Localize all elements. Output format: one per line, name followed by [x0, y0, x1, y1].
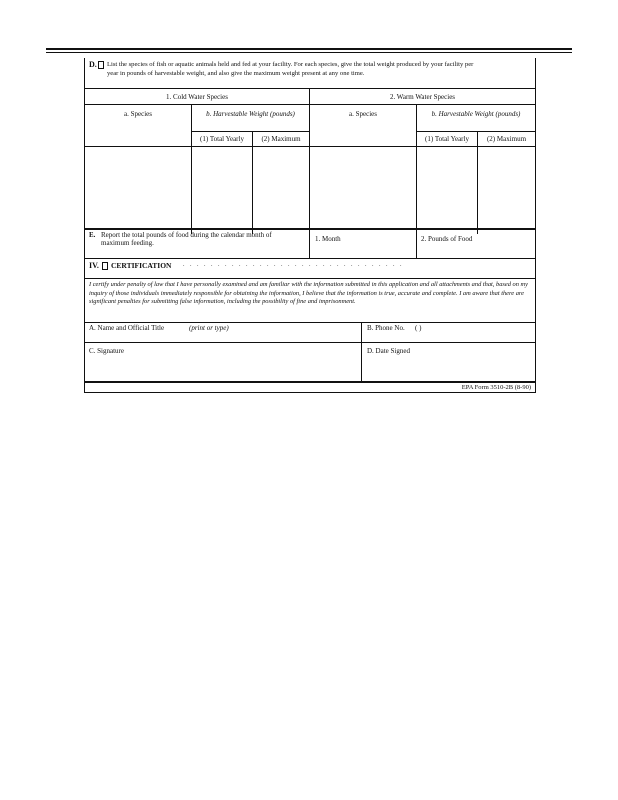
date-signed-input[interactable]	[362, 356, 535, 380]
section-iv-checkbox	[102, 262, 108, 270]
signature-label: C. Signature	[89, 347, 124, 355]
cold-water-heading: 1. Cold Water Species	[166, 93, 228, 101]
cold-species-entry[interactable]	[85, 147, 191, 228]
form-number: EPA Form 3510-2B (8-90)	[461, 384, 531, 391]
epa-form-3510-2b-page	[84, 58, 536, 393]
divider	[192, 131, 309, 132]
certification-statement: I certify under penalty of law that I have personally examined and am familiar with the information submitted in this application and all attachments and that, based on my inquiry of those individuals immediately responsible for obtaining the information, I believe that the information is true, accurate and complete. I am aware that there are significant penalties for submitting false information, including the possibility of fine and imprisonment.	[89, 281, 528, 305]
pounds-of-food-input[interactable]	[417, 244, 535, 257]
warm-maximum-header: (2) Maximum	[486, 135, 527, 143]
cold-total-yearly-entry[interactable]	[192, 147, 252, 228]
divider	[85, 88, 535, 89]
section-e-text-line1: Report the total pounds of food during the calendar month of	[101, 231, 272, 239]
name-title-label: A. Name and Official Title	[89, 324, 165, 332]
section-iv-label: IV.	[89, 261, 99, 270]
section-d-instructions-line1: List the species of fish or aquatic animals held and fed at your facility. For each species, give the total weight produced by your facility per	[107, 61, 474, 68]
month-label: 1. Month	[315, 235, 341, 243]
certification-title: CERTIFICATION	[111, 261, 172, 270]
cold-weight-col-header: b. Harvestable Weight (pounds)	[206, 110, 295, 118]
divider	[85, 342, 535, 343]
warm-water-heading: 2. Warm Water Species	[389, 93, 456, 101]
cold-total-yearly-header: (1) Total Yearly	[200, 135, 244, 143]
section-d-label: D.	[89, 60, 97, 69]
warm-total-yearly-header: (1) Total Yearly	[425, 135, 469, 143]
pounds-of-food-label: 2. Pounds of Food	[421, 235, 473, 243]
section-d-instructions-line2: year in pounds of harvestable weight, and also give the maximum weight present at any one time.	[107, 70, 365, 77]
warm-weight-col-header: b. Harvestable Weight (pounds)	[431, 110, 521, 118]
month-input[interactable]	[310, 244, 416, 257]
divider	[85, 104, 535, 105]
cold-maximum-header: (2) Maximum	[261, 135, 301, 143]
signature-input[interactable]	[85, 356, 361, 380]
certification-dots: . . . . . . . . . . . . . . . . . . . . . . . . . . . . . . . .	[183, 262, 404, 268]
section-e-label: E.	[89, 231, 96, 239]
cold-species-col-header: a. Species	[124, 110, 152, 118]
divider	[417, 131, 535, 132]
phone-label: B. Phone No.	[367, 324, 405, 332]
top-rule-secondary	[46, 52, 572, 53]
phone-area-code-parens: ( )	[415, 324, 422, 332]
warm-total-yearly-entry[interactable]	[417, 147, 477, 228]
name-title-input[interactable]	[85, 332, 361, 341]
divider	[85, 228, 535, 230]
divider	[85, 278, 535, 279]
section-e-text-line2: maximum feeding.	[101, 239, 154, 247]
warm-species-entry[interactable]	[310, 147, 416, 228]
bottom-border	[85, 392, 535, 393]
cold-maximum-entry[interactable]	[253, 147, 309, 228]
divider	[85, 258, 535, 259]
section-d-checkbox	[98, 61, 104, 69]
phone-input[interactable]	[362, 332, 535, 341]
warm-species-col-header: a. Species	[349, 110, 377, 118]
warm-maximum-entry[interactable]	[478, 147, 535, 228]
divider	[85, 322, 535, 323]
date-signed-label: D. Date Signed	[367, 347, 410, 355]
top-rule	[46, 48, 572, 50]
name-title-hint: (print or type)	[189, 324, 229, 332]
